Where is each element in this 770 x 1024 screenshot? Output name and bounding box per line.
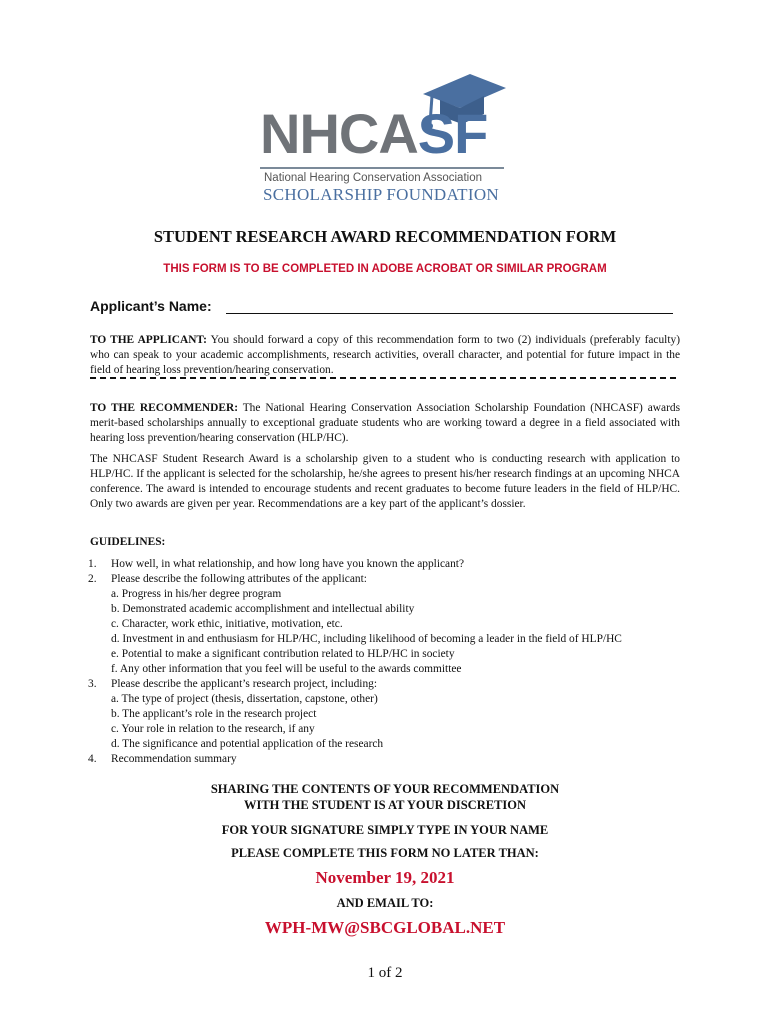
signature-note: FOR YOUR SIGNATURE SIMPLY TYPE IN YOUR NAME [221, 823, 549, 837]
deadline-date: November 19, 2021 [315, 868, 455, 887]
guidelines-list [88, 557, 688, 767]
applicant-name-field[interactable] [226, 313, 673, 314]
list-number: 4. [88, 753, 97, 765]
sharing-note-line2: WITH THE STUDENT IS AT YOUR DISCRETION [243, 798, 527, 812]
logo-wordmark-nhca: NHCA [260, 102, 418, 165]
list-subitem-text: b. Demonstrated academic accomplishment and intellectual ability [111, 603, 415, 615]
list-number: 2. [88, 573, 97, 585]
list-item-text: Recommendation summary [111, 753, 237, 765]
list-item [88, 677, 688, 692]
list-number: 3. [88, 678, 97, 690]
list-subitem-text: c. Character, work ethic, initiative, motivation, etc. [111, 618, 343, 630]
list-subitem-text: c. Your role in relation to the research, if any [111, 723, 315, 735]
list-item-text: Please describe the applicant’s research project, including: [111, 678, 377, 690]
list-item-text: How well, in what relationship, and how long have you known the applicant? [111, 558, 465, 570]
list-subitem [88, 737, 688, 752]
list-subitem-text: b. The applicant’s role in the research project [111, 708, 317, 720]
list-subitem [88, 662, 688, 677]
guidelines-heading: GUIDELINES: [90, 536, 166, 548]
list-item [88, 557, 688, 572]
to-applicant-paragraph [90, 333, 680, 378]
list-subitem-text: f. Any other information that you feel will be useful to the awards committee [111, 663, 462, 675]
completion-instruction: THIS FORM IS TO BE COMPLETED IN ADOBE ACROBAT OR SIMILAR PROGRAM [163, 263, 607, 275]
page-number: 1 of 2 [367, 965, 403, 981]
section-divider [90, 377, 676, 379]
list-subitem [88, 647, 688, 662]
list-subitem [88, 602, 688, 617]
complete-by-note: PLEASE COMPLETE THIS FORM NO LATER THAN: [231, 846, 539, 860]
to-recommender-paragraph [90, 401, 680, 446]
email-address[interactable]: WPH-MW@SBCGLOBAL.NET [264, 918, 506, 937]
logo-wordmark-sf: SF [417, 102, 488, 165]
list-item [88, 752, 688, 767]
list-item [88, 572, 688, 587]
logo-association-name: National Hearing Conservation Association [264, 172, 482, 184]
nhcasf-logo [258, 66, 508, 206]
list-subitem [88, 587, 688, 602]
list-subitem-text: a. The type of project (thesis, dissertation, capstone, other) [111, 693, 378, 705]
list-subitem [88, 692, 688, 707]
list-subitem-text: e. Potential to make a significant contribution related to HLP/HC in society [111, 648, 455, 660]
list-subitem [88, 617, 688, 632]
to-applicant-label: TO THE APPLICANT: [90, 334, 207, 346]
to-recommender-label: TO THE RECOMMENDER: [90, 402, 239, 414]
form-title: STUDENT RESEARCH AWARD RECOMMENDATION FORM [153, 227, 617, 246]
list-subitem-text: d. Investment in and enthusiasm for HLP/HC, including likelihood of becoming a leader in the field of HLP/HC [111, 633, 622, 645]
list-number: 1. [88, 558, 97, 570]
email-label: AND EMAIL TO: [336, 896, 434, 910]
to-applicant-text: You should forward a copy of this recommendation form to two (2) individuals (preferably faculty) who can speak to your academic accomplishments, research activities, overall character, and potential for future impact in the field of hearing loss prevention/hearing conservation. [90, 334, 680, 376]
list-subitem [88, 707, 688, 722]
applicant-name-label: Applicant’s Name: [90, 298, 212, 314]
to-recommender-text: The National Hearing Conservation Association Scholarship Foundation (NHCASF) awards merit-based scholarships annually to exceptional graduate students who are working toward a degree in a field associated with hearing loss prevention/hearing conservation (HLP/HC). [90, 402, 681, 444]
list-subitem-text: d. The significance and potential application of the research [111, 738, 384, 750]
list-item-text: Please describe the following attributes of the applicant: [111, 573, 367, 585]
logo-divider [260, 167, 504, 169]
award-description-paragraph: The NHCASF Student Research Award is a scholarship given to a student who is conducting research with application to HLP/HC. If the applicant is selected for the scholarship, he/she agrees to present his/her research findings at an upcoming NHCA conference. The award is intended to encourage students and recent graduates to become future leaders in the field of HLP/HC. Only two awards are given per year. Recommendations are a key part of the applicant’s dossier. [90, 453, 680, 510]
list-subitem [88, 632, 688, 647]
list-subitem-text: a. Progress in his/her degree program [111, 588, 282, 600]
list-subitem [88, 722, 688, 737]
logo-wordmark [260, 102, 488, 165]
sharing-note-line1: SHARING THE CONTENTS OF YOUR RECOMMENDATION [210, 782, 560, 796]
logo-foundation-name: SCHOLARSHIP FOUNDATION [263, 185, 499, 204]
